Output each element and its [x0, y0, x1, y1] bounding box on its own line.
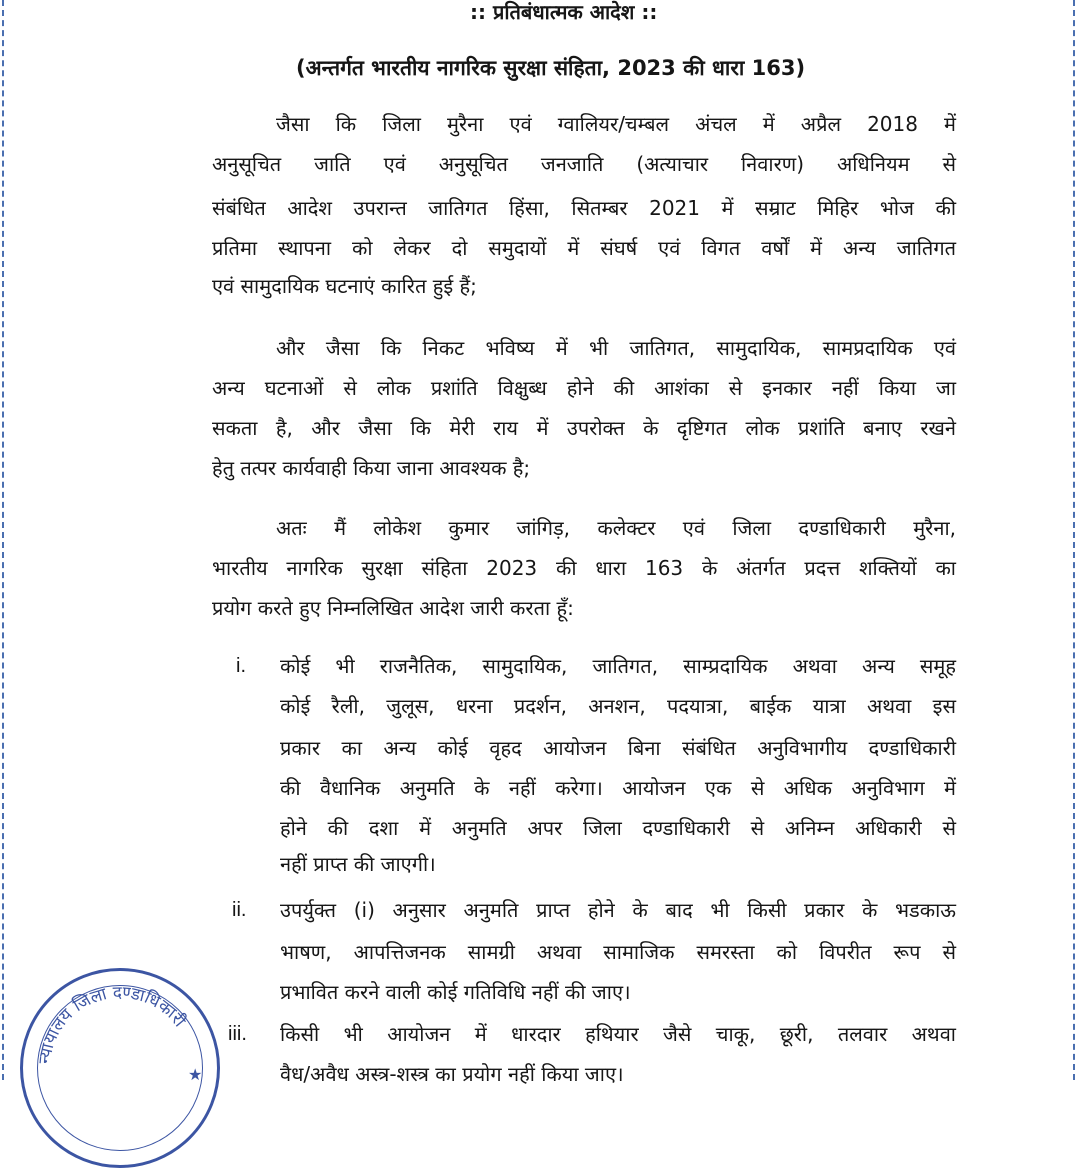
item-line: कोई भी राजनैतिक, सामुदायिक, जातिगत, साम्प्रदायिक अथवा अन्य समूह	[280, 654, 956, 678]
paragraph-line: अन्य घटनाओं से लोक प्रशांति विक्षुब्ध होने की आशंका से इनकार नहीं किया जा	[212, 376, 956, 400]
item-line: भाषण, आपत्तिजनक सामग्री अथवा सामाजिक समरस्ता को विपरीत रूप से	[280, 940, 956, 964]
paragraph-line: अतः मैं लोकेश कुमार जांगिड़, कलेक्टर एवं जिला दण्डाधिकारी मुरैना,	[276, 516, 956, 540]
document-subtitle: (अन्तर्गत भारतीय नागरिक सुरक्षा संहिता, 2023 की धारा 163)	[296, 56, 806, 80]
paragraph-line: भारतीय नागरिक सुरक्षा संहिता 2023 की धारा 163 के अंतर्गत प्रदत्त शक्तियों का	[212, 556, 956, 580]
item-line: नहीं प्राप्त की जाएगी।	[280, 852, 436, 876]
item-line: वैध/अवैध अस्त्र-शस्त्र का प्रयोग नहीं किया जाए।	[280, 1062, 624, 1086]
paragraph-line: प्रयोग करते हुए निम्नलिखित आदेश जारी करता हूँ:	[212, 596, 574, 620]
item-line: किसी भी आयोजन में धारदार हथियार जैसे चाकू, छूरी, तलवार अथवा	[280, 1022, 956, 1046]
paragraph-line: हेतु तत्पर कार्यवाही किया जाना आवश्यक है;	[212, 456, 531, 480]
paragraph-line: सकता है, और जैसा कि मेरी राय में उपरोक्त के दृष्टिगत लोक प्रशांति बनाए रखने	[212, 416, 956, 440]
item-line: प्रकार का अन्य कोई वृहद आयोजन बिना संबंधित अनुविभागीय दण्डाधिकारी	[280, 736, 956, 760]
paragraph-line: अनुसूचित जाति एवं अनुसूचित जनजाति (अत्याचार निवारण) अधिनियम से	[212, 152, 956, 176]
item-marker: iii.	[228, 1023, 247, 1045]
paragraph-line: प्रतिमा स्थापना को लेकर दो समुदायों में संघर्ष एवं विगत वर्षों में अन्य जातिगत	[212, 236, 956, 260]
paragraph-line: जैसा कि जिला मुरैना एवं ग्वालियर/चम्बल अंचल में अप्रैल 2018 में	[276, 112, 956, 136]
item-line: की वैधानिक अनुमति के नहीं करेगा। आयोजन एक से अधिक अनुविभाग में	[280, 776, 956, 800]
item-line: होने की दशा में अनुमति अपर जिला दण्डाधिकारी से अनिम्न अधिकारी से	[280, 816, 956, 840]
page-border-left	[2, 0, 4, 1080]
item-line: उपर्युक्त (i) अनुसार अनुमति प्राप्त होने के बाद भी किसी प्रकार के भडकाऊ	[280, 898, 956, 922]
item-marker: ii.	[232, 899, 247, 921]
seal-text-ring	[20, 968, 220, 1168]
item-line: प्रभावित करने वाली कोई गतिविधि नहीं की जाए।	[280, 980, 631, 1004]
page-border-right	[1073, 0, 1075, 1080]
item-line: कोई रैली, जुलूस, धरना प्रदर्शन, अनशन, पदयात्रा, बाईक यात्रा अथवा इस	[280, 694, 956, 718]
item-marker: i.	[236, 655, 246, 677]
paragraph-line: और जैसा कि निकट भविष्य में भी जातिगत, सामुदायिक, सामप्रदायिक एवं	[276, 336, 956, 360]
seal-star-icon: ★	[188, 1065, 203, 1084]
paragraph-line: एवं सामुदायिक घटनाएं कारित हुई हैं;	[212, 274, 477, 298]
paragraph-line: संबंधित आदेश उपरान्त जातिगत हिंसा, सितम्बर 2021 में सम्राट मिहिर भोज की	[212, 196, 956, 220]
document-title: :: प्रतिबंधात्मक आदेश ::	[470, 0, 658, 24]
seal-text: न्यायालय जिला दण्डाधिकारी	[35, 982, 190, 1065]
official-seal	[20, 968, 220, 1168]
